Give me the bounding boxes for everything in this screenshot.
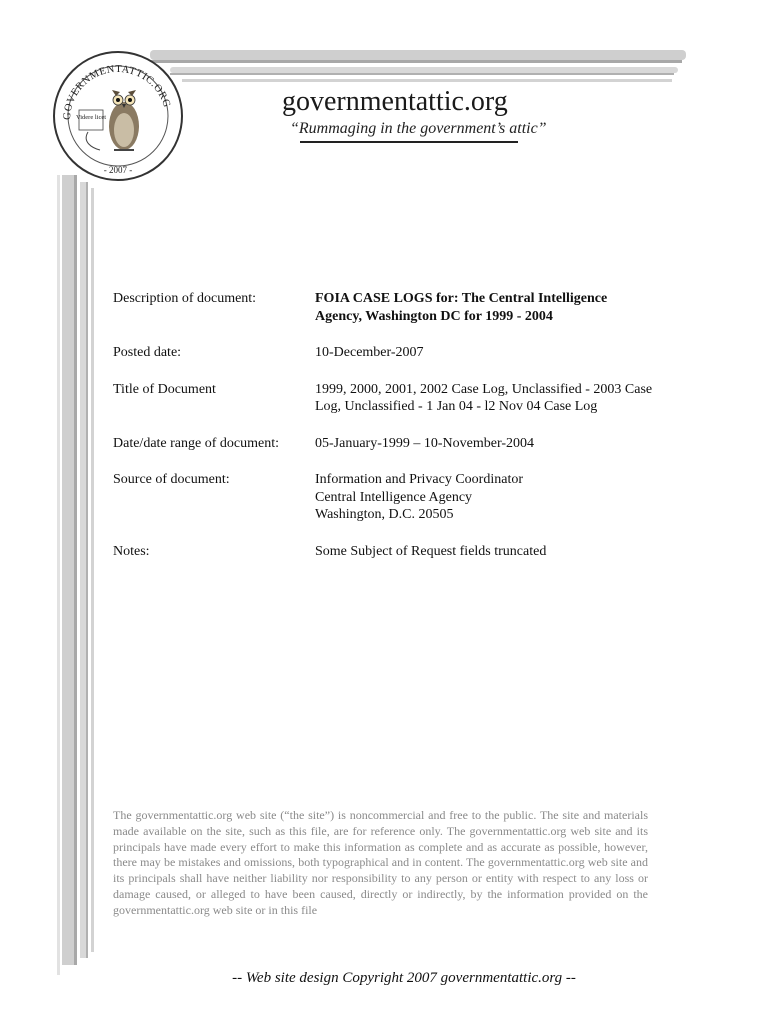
field-value: FOIA CASE LOGS for: The Central Intelligence Agency, Washington DC for 1999 - 2004 bbox=[315, 291, 608, 324]
field-label: Description of document: bbox=[113, 291, 257, 306]
seal-motto: Videre licet bbox=[75, 114, 107, 121]
site-title: governmentattic.org bbox=[282, 86, 508, 117]
field-row-notes bbox=[113, 543, 653, 561]
field-value: 05-January-1999 – 10-November-2004 bbox=[315, 435, 534, 451]
field-value: Some Subject of Request fields truncated bbox=[315, 543, 547, 559]
field-label: Title of Document bbox=[113, 381, 216, 397]
field-value: 1999, 2000, 2001, 2002 Case Log, Unclassified - 2003 Case Log, Unclassified - 1 Jan 04 - l2 Nov 04 Case Log bbox=[315, 381, 653, 414]
field-label: Posted date: bbox=[113, 345, 182, 360]
field-label: Source of document: bbox=[113, 472, 230, 487]
tagline-underline bbox=[300, 141, 518, 143]
field-value: 10-December-2007 bbox=[315, 345, 424, 360]
governmentattic-seal bbox=[52, 50, 184, 182]
seal-ring-text: GOVERNMENTATTIC.ORG bbox=[61, 63, 173, 121]
footer-copyright: -- Web site design Copyright 2007 governmentattic.org -- bbox=[232, 970, 576, 986]
disclaimer-text: The governmentattic.org web site (“the site”) is noncommercial and free to the public. The site and materials made available on the site, such as this file, are for reference only. The governmentattic.org web site and its principals have made every effort to make this information as complete and as accurate as possible, however, there may be mistakes and omissions, both typographical and in content. The governmentattic.org web site and its principals shall have neither liability nor responsibility to any person or entity with respect to any loss or damage caused, or alleged to have been caused, directly or indirectly, by the information provided on the governmentattic.org web site or in this file bbox=[113, 808, 648, 917]
field-row-date-range bbox=[113, 435, 653, 453]
field-row-title bbox=[113, 381, 653, 416]
seal-year: - 2007 - bbox=[103, 165, 133, 175]
field-row-source bbox=[113, 471, 653, 524]
site-tagline: “Rummaging in the government’s attic” bbox=[290, 120, 547, 137]
document-metadata bbox=[113, 290, 653, 579]
field-row-description bbox=[113, 290, 653, 325]
field-label: Date/date range of document: bbox=[113, 435, 279, 451]
field-label: Notes: bbox=[113, 543, 150, 559]
field-row-posted-date bbox=[113, 344, 653, 362]
field-value: Information and Privacy Coordinator Central Intelligence Agency Washington, D.C. 20505 bbox=[315, 472, 524, 522]
